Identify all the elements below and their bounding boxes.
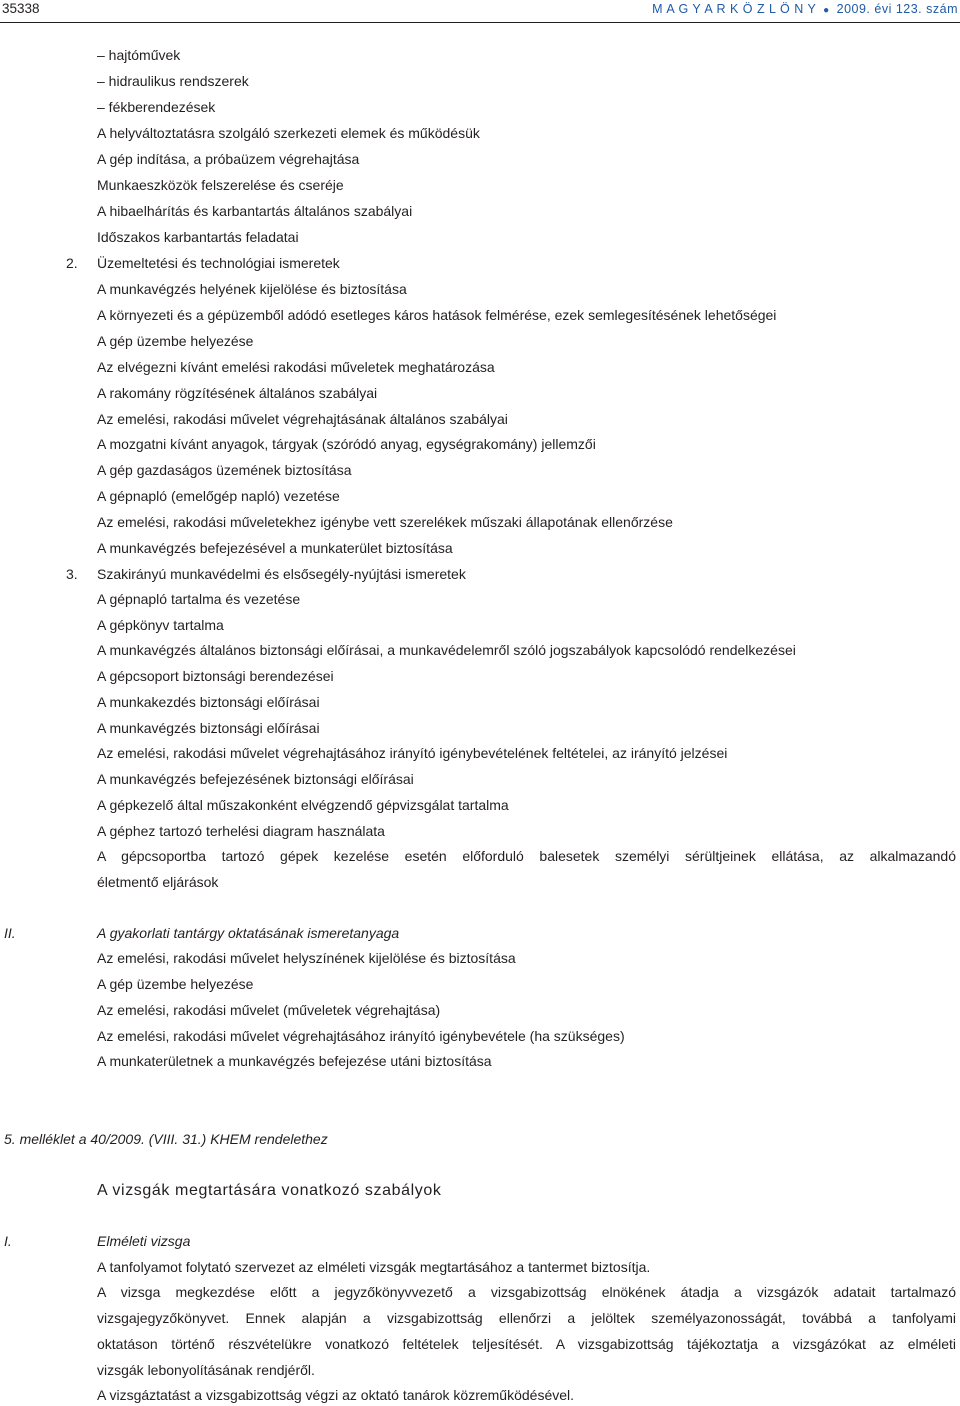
list-item: A gép üzembe helyezése [97,333,254,349]
list-item: A munkavégzés általános biztonsági előírásai, a munkavédelemről szóló jogszabályok kapcsolódó rendelkezései [97,642,796,658]
paragraph-line: vizsgák lebonyolításának rendjéről. [97,1362,315,1378]
list-item: A gépcsoportba tartozó gépek kezelése esetén előforduló balesetek személyi sérültjeinek ellátása, az alkalmazandó [97,848,956,864]
dash-item: – fékberendezések [97,99,216,115]
list-item: Az emelési, rakodási művelet végrehajtásának általános szabályai [97,411,508,427]
annex-reference: 5. melléklet a 40/2009. (VIII. 31.) KHEM rendelethez [4,1131,328,1147]
part-numeral: I. [4,1233,12,1249]
list-item: A munkakezdés biztonsági előírásai [97,694,320,710]
list-item: A hibaelhárítás és karbantartás általános szabályai [97,203,413,219]
list-item: A munkavégzés befejezésével a munkaterület biztosítása [97,540,453,556]
list-item: A géphez tartozó terhelési diagram használata [97,823,385,839]
page-number: 35338 [2,1,40,16]
list-item: A környezeti és a gépüzemből adódó esetleges káros hatások felmérése, ezek semlegesítésének lehetőségei [97,307,777,323]
list-item: Az emelési, rakodási műveletekhez igénybe vett szerelékek műszaki állapotának ellenőrzése [97,514,673,530]
list-item: A gép indítása, a próbaüzem végrehajtása [97,151,360,167]
paragraph-line: A vizsgáztatást a vizsgabizottság végzi az oktató tanárok közreműködésével. [97,1387,575,1403]
section-number: 2. [66,255,78,271]
list-item: A helyváltoztatásra szolgáló szerkezeti elemek és működésük [97,125,480,141]
list-item: Az emelési, rakodási művelet helyszínének kijelölése és biztosítása [97,950,516,966]
list-item: A gépkönyv tartalma [97,617,224,633]
part-title: Elméleti vizsga [97,1233,191,1249]
list-item: A gép üzembe helyezése [97,976,254,992]
list-item: A munkavégzés biztonsági előírásai [97,720,320,736]
list-item: Időszakos karbantartás feladatai [97,229,299,245]
annex-heading: A vizsgák megtartására vonatkozó szabályok [97,1182,442,1199]
list-item: A munkaterületnek a munkavégzés befejezése utáni biztosítása [97,1053,492,1069]
part-numeral: II. [4,925,16,941]
list-item: Az emelési, rakodási művelet (műveletek végrehajtása) [97,1002,441,1018]
paragraph-line: vizsgajegyzőkönyvet. Ennek alapján a vizsgabizottság ellenőrzi a jelöltek személyazonosságát, továbbá a tanfolyami [97,1310,956,1326]
paragraph-line: A tanfolyamot folytató szervezet az elméleti vizsgák megtartásához a tantermet biztosítja. [97,1259,651,1275]
page-header [0,0,960,23]
running-head [652,2,958,16]
dash-item: – hajtóművek [97,47,181,63]
list-item: Az emelési, rakodási művelet végrehajtásához irányító igénybevétele (ha szükséges) [97,1028,625,1044]
issue-label: 2009. évi 123. szám [836,2,958,16]
list-item: A gépnapló tartalma és vezetése [97,591,301,607]
list-item: Az emelési, rakodási művelet végrehajtásához irányító igénybevételének feltételei, az irányító jelzései [97,745,728,761]
list-item: Munkaeszközök felszerelése és cseréje [97,177,344,193]
list-item: A munkavégzés befejezésének biztonsági előírásai [97,771,414,787]
part-title: A gyakorlati tantárgy oktatásának ismeretanyaga [97,925,400,941]
list-item: A gépcsoport biztonsági berendezései [97,668,334,684]
list-item-continuation: életmentő eljárások [97,874,219,890]
bullet-separator: ● [823,5,830,16]
list-item: A munkavégzés helyének kijelölése és biztosítása [97,281,407,297]
dash-item: – hidraulikus rendszerek [97,73,249,89]
list-item: A gépkezelő által műszakonként elvégzendő gépvizsgálat tartalma [97,797,509,813]
journal-title: M A G Y A R K Ö Z L Ö N Y [652,2,817,16]
list-item: Az elvégezni kívánt emelési rakodási műveletek meghatározása [97,359,495,375]
section-number: 3. [66,566,78,582]
list-item: A rakomány rögzítésének általános szabályai [97,385,378,401]
paragraph-line: A vizsga megkezdése előtt a jegyzőkönyvvezető a vizsgabizottság elnökének átadja a vizsgázók adatait tartalmazó [97,1284,956,1300]
paragraph-line: oktatáson történő részvételükre vonatkozó feltételek teljesítését. A vizsgabizottság tájékoztatja a vizsgázókat az elméleti [97,1336,956,1352]
list-item: A mozgatni kívánt anyagok, tárgyak (szóródó anyag, egységrakomány) jellemzői [97,436,596,452]
list-item: A gép gazdaságos üzemének biztosítása [97,462,352,478]
section-title: Szakirányú munkavédelmi és elsősegély-nyújtási ismeretek [97,566,466,582]
section-title: Üzemeltetési és technológiai ismeretek [97,255,340,271]
list-item: A gépnapló (emelőgép napló) vezetése [97,488,340,504]
